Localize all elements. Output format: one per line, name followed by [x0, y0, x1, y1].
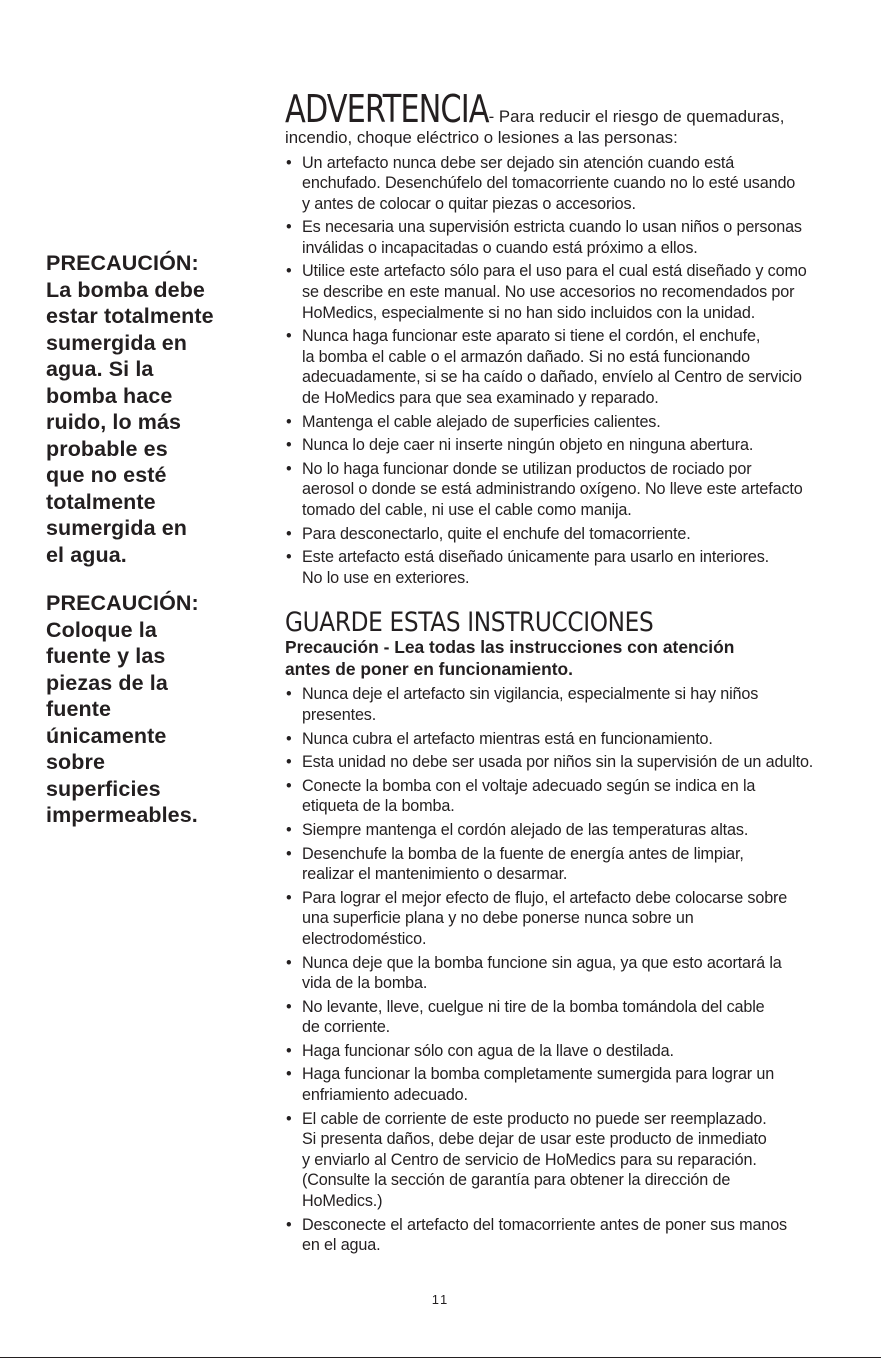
main-content	[285, 87, 845, 1259]
caution-line: fuente	[46, 697, 112, 721]
list-item	[285, 326, 845, 408]
list-item-line: • Mantenga el cable alejado de superficies calientes.	[302, 412, 661, 431]
list-item	[285, 888, 845, 950]
bottom-rule	[0, 1357, 881, 1358]
list-item-line: realizar el mantenimiento o desarmar.	[302, 865, 568, 884]
instructions-title: GUARDE ESTAS INSTRUCCIONES	[285, 607, 654, 639]
list-item-line: • Desconecte el artefacto del tomacorriente antes de poner sus manos	[302, 1215, 787, 1234]
instructions-subtitle	[285, 637, 845, 680]
list-item-line: • Desenchufe la bomba de la fuente de energía antes de limpiar,	[302, 844, 744, 863]
list-item-line: No lo use en exteriores.	[302, 568, 470, 587]
list-item-line: • Haga funcionar la bomba completamente sumergida para lograr un	[302, 1065, 775, 1084]
list-item-line: adecuadamente, si se ha caído o dañado, envíelo al Centro de servicio	[302, 368, 802, 387]
list-item	[285, 1109, 845, 1212]
list-item-line: • El cable de corriente de este producto no puede ser reemplazado.	[302, 1109, 767, 1128]
caution-line: Coloque la	[46, 617, 157, 642]
list-item-line: se describe en este manual. No use accesorios no recomendados por	[302, 283, 795, 302]
list-item-line: enfriamiento adecuado.	[302, 1086, 468, 1105]
caution-note-pump	[46, 250, 246, 568]
list-item-line: etiqueta de la bomba.	[302, 797, 455, 816]
caution-line: agua. Si la	[46, 357, 154, 381]
list-item-line: HoMedics.)	[302, 1192, 383, 1211]
list-item-line: • Para lograr el mejor efecto de flujo, el artefacto debe colocarse sobre	[302, 888, 788, 907]
caution-line: piezas de la	[46, 670, 168, 695]
list-item-line: • Utilice este artefacto sólo para el uso para el cual está diseñado y como	[302, 262, 807, 281]
list-item	[285, 153, 845, 215]
instructions-section	[285, 609, 845, 1255]
list-item-line: inválidas o incapacitadas o cuando está próximo a ellos.	[302, 238, 698, 257]
caution-line: superficies	[46, 776, 161, 801]
list-item-line: HoMedics, especialmente si no han sido incluidos con la unidad.	[302, 303, 756, 322]
list-item	[285, 1064, 845, 1105]
caution-line: totalmente	[46, 489, 156, 514]
caution-line: sobre	[46, 750, 106, 774]
list-item-line: • Nunca deje el artefacto sin vigilancia, especialmente si hay niños	[302, 685, 759, 704]
list-item	[285, 1041, 845, 1062]
list-item	[285, 435, 845, 456]
list-item	[285, 524, 845, 545]
list-item-line: una superficie plana y no debe ponerse nunca sobre un	[302, 909, 694, 928]
list-item-line: • Esta unidad no debe ser usada por niños sin la supervisión de un adulto.	[302, 753, 814, 772]
caution-body	[46, 617, 246, 829]
list-item-line: de corriente.	[302, 1018, 391, 1037]
warning-title-suffix: - Para reducir el riesgo de quemaduras,	[484, 107, 785, 126]
list-item	[285, 684, 845, 725]
caution-line: ruido, lo más	[46, 410, 182, 434]
list-item	[285, 459, 845, 521]
caution-note-surfaces	[46, 590, 246, 829]
list-item-line: • No levante, lleve, cuelgue ni tire de la bomba tomándola del cable	[302, 997, 765, 1016]
caution-line: impermeables.	[46, 803, 198, 827]
caution-heading: PRECAUCIÓN:	[46, 591, 199, 615]
caution-line: sumergida en	[46, 516, 187, 540]
list-item	[285, 953, 845, 994]
list-item	[285, 820, 845, 841]
caution-line: el agua.	[46, 542, 127, 567]
instructions-list	[285, 684, 845, 1255]
list-item	[285, 997, 845, 1038]
caution-line: que no esté	[46, 463, 167, 487]
list-item-line: • Conecte la bomba con el voltaje adecuado según se indica en la	[302, 776, 756, 795]
list-item-line: • Siempre mantenga el cordón alejado de las temperaturas altas.	[302, 820, 749, 839]
list-item-line: • Un artefacto nunca debe ser dejado sin atención cuando está	[302, 153, 735, 172]
page-number: 11	[431, 1292, 450, 1307]
warning-heading	[285, 87, 845, 131]
list-item	[285, 1215, 845, 1256]
caution-line: La bomba debe	[46, 277, 205, 302]
list-item-line: la bomba el cable o el armazón dañado. Si no está funcionando	[302, 347, 751, 366]
caution-line: bomba hace	[46, 383, 173, 408]
list-item-line: • Nunca deje que la bomba funcione sin agua, ya que esto acortará la	[302, 953, 782, 972]
list-item-line: electrodoméstico.	[302, 929, 427, 948]
instructions-heading	[285, 609, 845, 637]
list-item-line: presentes.	[302, 705, 377, 724]
sidebar-cautions	[46, 250, 246, 849]
list-item-line: y antes de colocar o quitar piezas o accesorios.	[302, 194, 636, 213]
warning-list	[285, 153, 845, 589]
list-item-line: de HoMedics para que sea examinado y reparado.	[302, 389, 659, 408]
list-item-line: vida de la bomba.	[302, 974, 428, 993]
caution-line: sumergida en	[46, 330, 187, 355]
warning-title: ADVERTENCIA	[285, 87, 489, 131]
list-item-line: en el agua.	[302, 1236, 381, 1255]
list-item-line: • Nunca cubra el artefacto mientras está en funcionamiento.	[302, 729, 713, 748]
list-item	[285, 844, 845, 885]
list-item-line: y enviarlo al Centro de servicio de HoMedics para su reparación.	[302, 1150, 757, 1169]
subtitle-line: antes de poner en funcionamiento.	[285, 658, 573, 679]
subtitle-line: Precaución - Lea todas las instrucciones con atención	[285, 637, 735, 658]
list-item	[285, 412, 845, 433]
list-item-line: • No lo haga funcionar donde se utilizan productos de rociado por	[302, 459, 752, 478]
list-item-line: • Haga funcionar sólo con agua de la llave o destilada.	[302, 1041, 674, 1060]
list-item-line: • Para desconectarlo, quite el enchufe del tomacorriente.	[302, 524, 691, 543]
list-item	[285, 217, 845, 258]
list-item-line: (Consulte la sección de garantía para obtener la dirección de	[302, 1171, 731, 1190]
caution-heading: PRECAUCIÓN:	[46, 251, 199, 275]
list-item-line: Si presenta daños, debe dejar de usar este producto de inmediato	[302, 1130, 767, 1149]
caution-body	[46, 277, 246, 569]
caution-line: fuente y las	[46, 644, 166, 668]
list-item	[285, 776, 845, 817]
list-item-line: • Nunca lo deje caer ni inserte ningún objeto en ninguna abertura.	[302, 436, 754, 455]
list-item-line: aerosol o donde se está administrando oxígeno. No lleve este artefacto	[302, 480, 803, 499]
list-item	[285, 729, 845, 750]
warning-intro: incendio, choque eléctrico o lesiones a las personas:	[285, 128, 678, 147]
list-item-line: • Nunca haga funcionar este aparato si tiene el cordón, el enchufe,	[302, 327, 761, 346]
list-item	[285, 752, 845, 773]
list-item-line: • Este artefacto está diseñado únicamente para usarlo en interiores.	[302, 548, 770, 567]
caution-line: estar totalmente	[46, 304, 214, 328]
caution-line: únicamente	[46, 723, 167, 748]
list-item-line: enchufado. Desenchúfelo del tomacorriente cuando no lo esté usando	[302, 174, 796, 193]
caution-line: probable es	[46, 436, 168, 461]
list-item-line: tomado del cable, ni use el cable como manija.	[302, 501, 632, 519]
list-item	[285, 261, 845, 323]
list-item	[285, 547, 845, 588]
list-item-line: • Es necesaria una supervisión estricta cuando lo usan niños o personas	[302, 218, 802, 237]
